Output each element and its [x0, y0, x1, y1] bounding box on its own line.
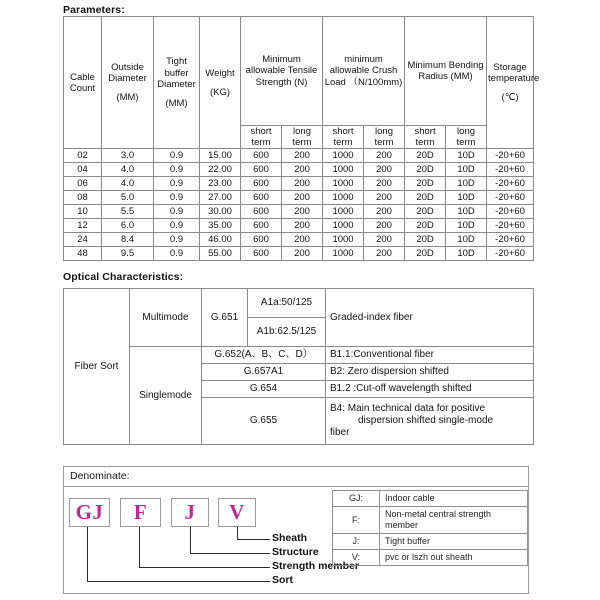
cell-g657a1: G.657A1	[202, 364, 326, 381]
cell-weight: 35.00	[200, 219, 241, 233]
cell-tight-buffer-diameter: 0.9	[154, 233, 200, 247]
header-weight-text: Weight	[205, 67, 235, 79]
cell-tensile-short: 600	[241, 247, 282, 261]
cell-tensile-short: 600	[241, 233, 282, 247]
leader-label-structure: Structure	[272, 546, 319, 558]
cell-graded-index: Graded-index fiber	[326, 289, 534, 347]
legend-key: V:	[333, 550, 380, 566]
parameters-table-body	[64, 149, 534, 261]
cell-weight: 55.00	[200, 247, 241, 261]
cell-crush-long: 200	[364, 177, 405, 191]
table-row	[64, 163, 534, 177]
leader-line-v-horizontal	[237, 539, 270, 540]
cell-crush-long: 200	[364, 191, 405, 205]
cell-tensile-short: 600	[241, 163, 282, 177]
optical-characteristics-title: Optical Characteristics:	[63, 271, 184, 283]
header-cable-count: Cable Count	[64, 17, 102, 149]
parameters-table	[63, 16, 540, 261]
cell-bend-short: 20D	[405, 205, 446, 219]
subheader-tensile-long: long term	[282, 126, 323, 149]
cell-storage: -20+60	[487, 149, 534, 163]
cell-outside-diameter: 9.5	[102, 247, 154, 261]
cell-multimode: Multimode	[130, 289, 202, 347]
cell-storage: -20+60	[487, 247, 534, 261]
legend-key: GJ:	[333, 491, 380, 507]
cell-tensile-short: 600	[241, 149, 282, 163]
cell-tensile-long: 200	[282, 191, 323, 205]
header-tensile-strength: Minimum allowable Tensile Strength (N)	[241, 17, 323, 126]
legend-description: pvc or lszh out sheath	[380, 550, 528, 566]
denominate-divider	[63, 486, 529, 487]
cell-storage: -20+60	[487, 177, 534, 191]
legend-row	[333, 550, 528, 566]
cell-outside-diameter: 3.0	[102, 149, 154, 163]
code-box-v[interactable]	[218, 498, 256, 527]
cell-crush-long: 200	[364, 233, 405, 247]
cell-bend-short: 20D	[405, 233, 446, 247]
cell-storage: -20+60	[487, 219, 534, 233]
leader-line-j-horizontal	[190, 553, 270, 554]
cell-g654-desc: B1.2 :Cut-off wavelength shifted	[326, 381, 534, 398]
cell-weight: 22.00	[200, 163, 241, 177]
cell-bend-long: 10D	[446, 219, 487, 233]
cell-cable-count: 24	[64, 233, 102, 247]
spacer	[103, 84, 152, 92]
subheader-tensile-short: short term	[241, 126, 282, 149]
cell-a1a: A1a:50/125	[248, 289, 326, 318]
leader-label-strength-member: Strength member	[272, 560, 359, 572]
legend-description: Non-metal central strength member	[380, 507, 528, 534]
legend-row	[333, 534, 528, 550]
cell-tensile-long: 200	[282, 149, 323, 163]
cell-outside-diameter: 5.5	[102, 205, 154, 219]
leader-line-gj-horizontal	[87, 581, 270, 582]
subheader-bend-short: short term	[405, 126, 446, 149]
header-outside-diameter-unit: (MM)	[116, 92, 139, 104]
cell-crush-short: 1000	[323, 219, 364, 233]
cell-fiber-sort: Fiber Sort	[64, 289, 130, 445]
spacer	[488, 84, 532, 92]
cell-tensile-long: 200	[282, 163, 323, 177]
cell-outside-diameter: 4.0	[102, 177, 154, 191]
denominate-title: Denominate:	[70, 470, 130, 482]
code-letter-f: F	[133, 500, 148, 524]
table-row	[64, 149, 534, 163]
table-header-row	[64, 17, 534, 126]
optical-row-a1a	[64, 289, 534, 318]
legend-description: Indoor cable	[380, 491, 528, 507]
legend-row	[333, 507, 528, 534]
cell-tight-buffer-diameter: 0.9	[154, 149, 200, 163]
spacer	[155, 90, 198, 98]
table-row	[64, 205, 534, 219]
cell-bend-short: 20D	[405, 191, 446, 205]
cell-crush-short: 1000	[323, 205, 364, 219]
cell-tensile-long: 200	[282, 177, 323, 191]
code-letter-v: V	[229, 500, 245, 524]
legend-description: Tight buffer	[380, 534, 528, 550]
code-box-j[interactable]	[171, 498, 209, 527]
cell-storage: -20+60	[487, 163, 534, 177]
table-row	[64, 177, 534, 191]
cell-tensile-long: 200	[282, 219, 323, 233]
cell-crush-long: 200	[364, 163, 405, 177]
spacer	[201, 79, 239, 87]
subheader-crush-short: short term	[323, 126, 364, 149]
parameters-table-wrapper	[63, 16, 540, 261]
cell-g655: G.655	[202, 398, 326, 445]
legend-row	[333, 491, 528, 507]
header-storage-text: Storage temperature	[488, 61, 540, 85]
cell-tensile-short: 600	[241, 177, 282, 191]
header-outside-diameter	[102, 17, 154, 149]
cell-cable-count: 48	[64, 247, 102, 261]
cell-bend-long: 10D	[446, 191, 487, 205]
legend-key: F:	[333, 507, 380, 534]
table-row	[64, 233, 534, 247]
cell-tensile-long: 200	[282, 233, 323, 247]
cell-tight-buffer-diameter: 0.9	[154, 191, 200, 205]
cell-outside-diameter: 5.0	[102, 191, 154, 205]
cell-crush-short: 1000	[323, 177, 364, 191]
cell-tight-buffer-diameter: 0.9	[154, 219, 200, 233]
cell-weight: 15.00	[200, 149, 241, 163]
header-outside-diameter-text: Outside Diameter	[108, 61, 147, 85]
cell-a1b: A1b:62.5/125	[248, 318, 326, 347]
optical-characteristics-table	[63, 288, 534, 445]
leader-label-sort: Sort	[272, 574, 293, 586]
cell-bend-long: 10D	[446, 177, 487, 191]
cell-bend-short: 20D	[405, 247, 446, 261]
header-storage-unit: (℃)	[501, 92, 519, 104]
leader-line-f-vertical	[139, 527, 140, 568]
header-tight-buffer-unit: (MM)	[165, 97, 188, 109]
cell-bend-short: 20D	[405, 177, 446, 191]
cell-crush-short: 1000	[323, 247, 364, 261]
header-bending-radius: Minimum Bending Radius (MM)	[405, 17, 487, 126]
denominate-legend-wrapper	[332, 490, 528, 566]
cell-storage: -20+60	[487, 205, 534, 219]
cell-g651: G.651	[202, 289, 248, 347]
table-row	[64, 247, 534, 261]
cell-tight-buffer-diameter: 0.9	[154, 247, 200, 261]
cell-weight: 30.00	[200, 205, 241, 219]
cell-cable-count: 06	[64, 177, 102, 191]
cell-bend-short: 20D	[405, 219, 446, 233]
code-box-gj[interactable]	[69, 498, 110, 527]
leader-line-j-vertical	[190, 527, 191, 554]
cell-tensile-short: 600	[241, 219, 282, 233]
cell-outside-diameter: 8.4	[102, 233, 154, 247]
cell-tensile-long: 200	[282, 247, 323, 261]
cell-tight-buffer-diameter: 0.9	[154, 177, 200, 191]
table-row	[64, 219, 534, 233]
cell-bend-long: 10D	[446, 233, 487, 247]
table-row	[64, 191, 534, 205]
denominate-legend-body	[333, 491, 528, 566]
cell-crush-short: 1000	[323, 191, 364, 205]
header-storage-temperature	[487, 17, 540, 149]
header-crush-load: minimum allowable Crush Load （N/100mm)	[323, 17, 405, 126]
cell-g654: G.654	[202, 381, 326, 398]
cell-storage: -20+60	[487, 233, 534, 247]
cell-cable-count: 12	[64, 219, 102, 233]
optical-row-g652	[64, 347, 534, 364]
cell-cable-count: 10	[64, 205, 102, 219]
cell-weight: 27.00	[200, 191, 241, 205]
cell-tensile-long: 200	[282, 205, 323, 219]
cell-tight-buffer-diameter: 0.9	[154, 163, 200, 177]
cell-bend-short: 20D	[405, 163, 446, 177]
cell-outside-diameter: 6.0	[102, 219, 154, 233]
cell-cable-count: 08	[64, 191, 102, 205]
g655-desc-line3: fiber	[330, 427, 350, 438]
cell-outside-diameter: 4.0	[102, 163, 154, 177]
leader-label-sheath: Sheath	[272, 532, 308, 544]
cell-crush-long: 200	[364, 205, 405, 219]
leader-line-f-horizontal	[139, 567, 270, 568]
cell-bend-long: 10D	[446, 247, 487, 261]
cell-crush-long: 200	[364, 149, 405, 163]
header-weight-unit: (KG)	[209, 86, 231, 98]
cell-tensile-short: 600	[241, 191, 282, 205]
g655-desc-line1: B4: Main technical data for positive	[330, 403, 486, 414]
cell-g652-desc: B1.1:Conventional fiber	[326, 347, 534, 364]
cell-weight: 46.00	[200, 233, 241, 247]
header-tight-buffer-text: Tight buffer Diameter	[157, 56, 196, 90]
code-letter-j: J	[184, 500, 196, 524]
cell-g657a1-desc: B2: Zero dispersion shifted	[326, 364, 534, 381]
subheader-crush-long: long term	[364, 126, 405, 149]
cell-bend-short: 20D	[405, 149, 446, 163]
cell-cable-count: 04	[64, 163, 102, 177]
cell-bend-long: 10D	[446, 163, 487, 177]
cell-weight: 23.00	[200, 177, 241, 191]
parameters-title: Parameters:	[63, 4, 125, 16]
cell-crush-short: 1000	[323, 233, 364, 247]
optical-table-wrapper	[63, 288, 533, 445]
code-letter-gj: GJ	[75, 500, 104, 524]
cell-crush-long: 200	[364, 247, 405, 261]
cell-tensile-short: 600	[241, 205, 282, 219]
cell-tight-buffer-diameter: 0.9	[154, 205, 200, 219]
legend-key: J:	[333, 534, 380, 550]
header-tight-buffer-diameter	[154, 17, 200, 149]
cell-g652: G.652(A、B、C、D）	[202, 347, 326, 364]
cell-crush-long: 200	[364, 219, 405, 233]
cell-singlemode: Singlemode	[130, 347, 202, 445]
cell-g655-desc	[326, 398, 534, 445]
cell-bend-long: 10D	[446, 205, 487, 219]
cell-cable-count: 02	[64, 149, 102, 163]
subheader-bend-long: long term	[446, 126, 487, 149]
cell-storage: -20+60	[487, 191, 534, 205]
cell-crush-short: 1000	[323, 149, 364, 163]
denominate-legend-table	[332, 490, 528, 566]
cell-bend-long: 10D	[446, 149, 487, 163]
code-box-f[interactable]	[120, 498, 161, 527]
leader-line-gj-vertical	[87, 527, 88, 582]
header-weight	[200, 17, 241, 149]
cell-crush-short: 1000	[323, 163, 364, 177]
g655-desc-line2: dispersion shifted single-mode	[358, 415, 494, 426]
